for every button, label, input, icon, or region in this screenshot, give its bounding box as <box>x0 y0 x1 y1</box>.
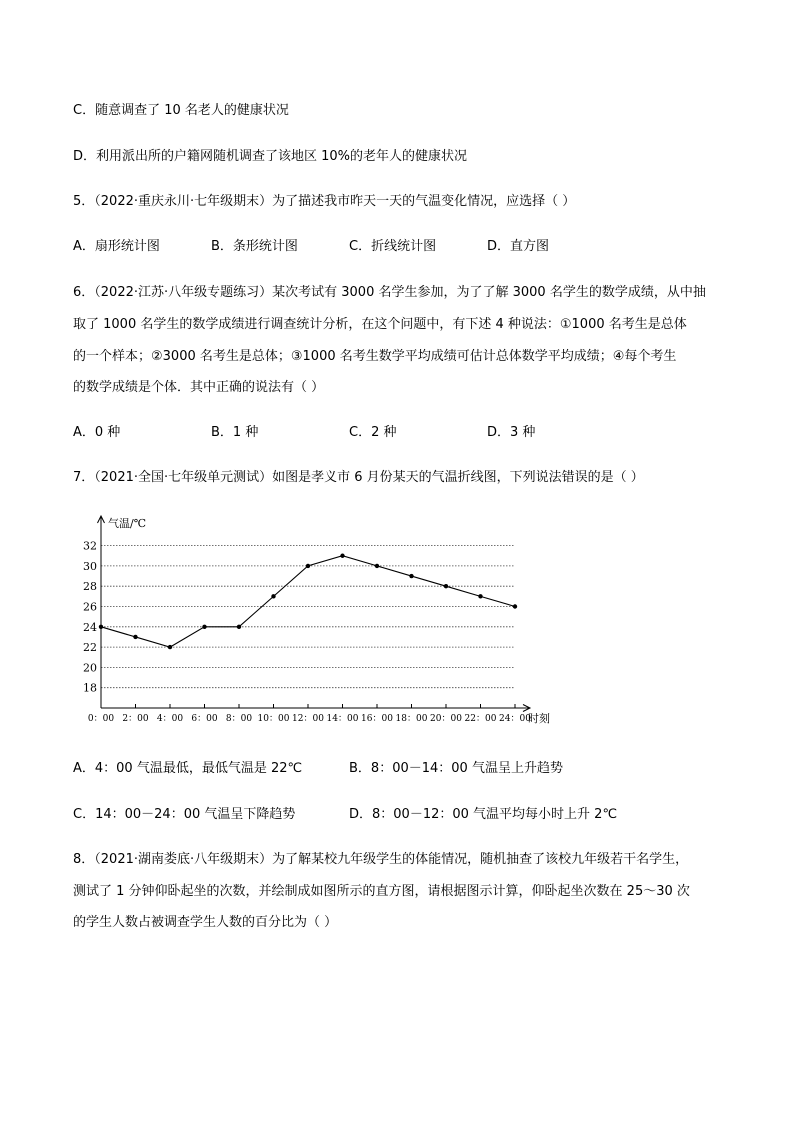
y-axis-label: 气温/℃ <box>108 517 147 530</box>
x-axis-label: 时刻 <box>528 712 550 725</box>
x-tick-6: 12：00 <box>292 714 324 724</box>
data-point-10 <box>444 584 448 588</box>
y-tick-20: 20 <box>83 661 97 675</box>
y-tick-26: 26 <box>83 600 97 614</box>
q5-option-d: D．直方图 <box>487 239 550 254</box>
q6-option-a: A．0 种 <box>73 425 121 440</box>
question-5-stem: 5．（2022·重庆永川·七年级期末）为了描述我市昨天一天的气温变化情况，应选择（ ） <box>73 194 576 209</box>
y-tick-labels <box>83 540 97 695</box>
q7-option-b: B．8：00－14：00 气温呈上升趋势 <box>349 761 563 776</box>
data-point-8 <box>375 564 379 568</box>
q7-option-c: C．14：00－24：00 气温呈下降趋势 <box>73 807 296 822</box>
q7-option-a: A．4：00 气温最低，最低气温是 22℃ <box>73 761 303 776</box>
x-tick-labels <box>88 714 531 724</box>
data-point-6 <box>306 564 310 568</box>
question-8-stem-line-2: 测试了 1 分钟仰卧起坐的次数，并绘制成如图所示的直方图，请根据图示计算，仰卧起坐次数在 25～30 次 <box>73 884 690 899</box>
data-point-9 <box>409 574 413 578</box>
data-point-1 <box>133 635 137 639</box>
question-6-stem-line-3: 的一个样本；②3000 名考生是总体；③1000 名考生数学平均成绩可估计总体数学平均成绩；④每个考生 <box>73 349 677 364</box>
question-6-stem-line-2: 取了 1000 名学生的数学成绩进行调查统计分析，在这个问题中，有下述 4 种说法：①1000 名考生是总体 <box>73 317 687 332</box>
data-point-0 <box>99 625 103 629</box>
x-tick-1: 2：00 <box>122 714 149 724</box>
data-point-3 <box>202 625 206 629</box>
temperature-line <box>101 556 515 647</box>
q4-option-c: C．随意调查了 10 名老人的健康状况 <box>73 103 289 118</box>
temperature-line-chart <box>80 508 560 730</box>
x-tick-11: 22：00 <box>464 714 497 724</box>
x-tick-8: 16：00 <box>361 714 393 724</box>
y-tick-30: 30 <box>83 559 97 573</box>
q5-option-a: A．扇形统计图 <box>73 239 160 254</box>
q7-option-d: D．8：00－12：00 气温平均每小时上升 2℃ <box>349 807 618 822</box>
y-tick-32: 32 <box>83 539 97 553</box>
q6-option-c: C．2 种 <box>349 425 397 440</box>
q4-option-d: D．利用派出所的户籍网随机调查了该地区 10%的老年人的健康状况 <box>73 149 468 164</box>
x-tick-9: 18：00 <box>395 714 428 724</box>
y-tick-22: 22 <box>83 641 97 655</box>
question-8-stem-line-1: 8．（2021·湖南娄底·八年级期末）为了解某校九年级学生的体能情况，随机抽查了该校九年级若干名学生， <box>73 852 689 867</box>
y-tick-18: 18 <box>83 681 97 695</box>
x-tick-10: 20：00 <box>430 714 462 724</box>
x-tick-7: 14：00 <box>326 714 359 724</box>
chart-gridlines <box>101 546 515 698</box>
x-tick-3: 6：00 <box>191 714 218 724</box>
data-point-11 <box>478 594 482 598</box>
x-tick-12: 24：00 <box>499 714 531 724</box>
x-tick-5: 10：00 <box>257 714 290 724</box>
q5-option-b: B．条形统计图 <box>211 239 298 254</box>
data-point-2 <box>168 645 172 649</box>
y-tick-28: 28 <box>83 580 97 594</box>
data-point-4 <box>237 625 241 629</box>
data-point-7 <box>340 554 344 558</box>
question-7-stem: 7．（2021·全国·七年级单元测试）如图是孝义市 6 月份某天的气温折线图，下列说法错误的是（ ） <box>73 470 644 485</box>
x-tick-2: 4：00 <box>156 714 184 724</box>
x-tick-4: 8：00 <box>225 714 253 724</box>
q6-option-d: D．3 种 <box>487 425 536 440</box>
temperature-series <box>99 554 517 650</box>
y-tick-24: 24 <box>83 620 97 634</box>
x-tick-0: 0：00 <box>87 714 115 724</box>
q5-option-c: C．折线统计图 <box>349 239 437 254</box>
data-point-12 <box>513 604 517 608</box>
question-6-stem-line-1: 6．（2022·江苏·八年级专题练习）某次考试有 3000 名学生参加，为了了解 3000 名学生的数学成绩，从中抽 <box>73 285 706 300</box>
question-8-stem-line-3: 的学生人数占被调查学生人数的百分比为（ ） <box>73 915 338 930</box>
q6-option-b: B．1 种 <box>211 425 259 440</box>
question-6-stem-line-4: 的数学成绩是个体．其中正确的说法有（ ） <box>73 380 325 395</box>
data-point-5 <box>271 594 275 598</box>
